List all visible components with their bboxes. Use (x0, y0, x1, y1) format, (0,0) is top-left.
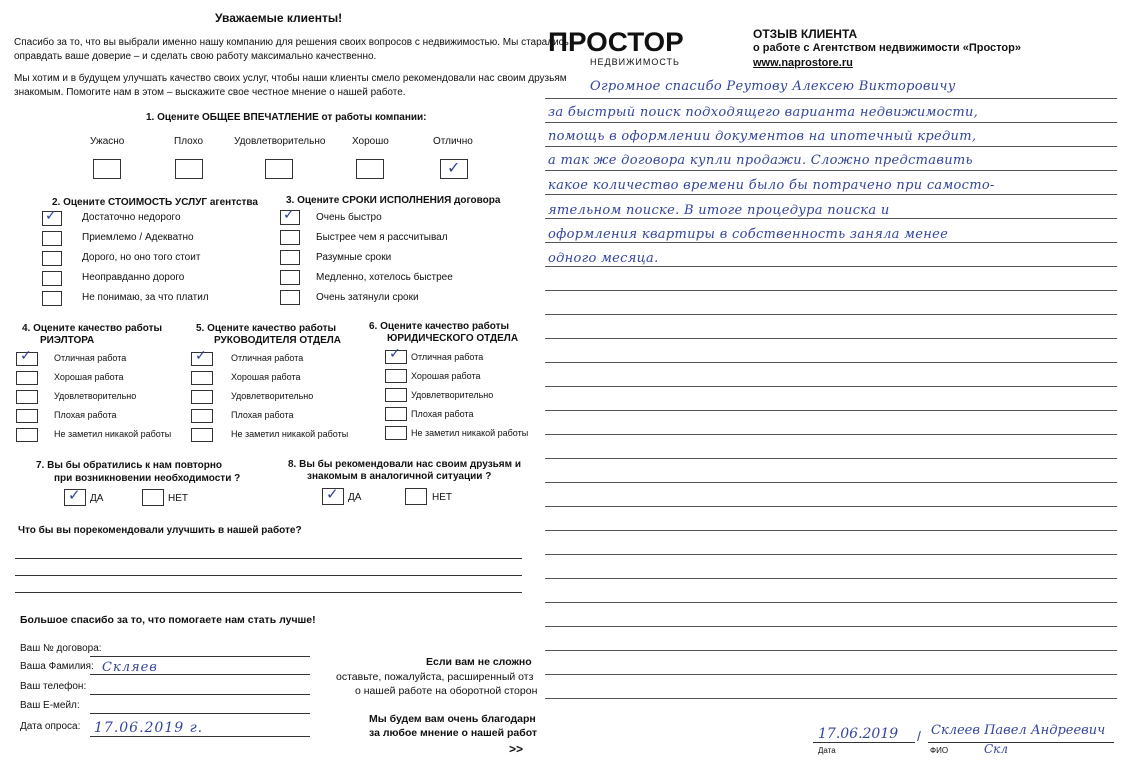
q4-subtitle: РИЭЛТОРА (40, 335, 95, 346)
q4-checkbox[interactable] (16, 390, 38, 404)
q6-option-label: Хорошая работа (411, 371, 481, 381)
q3-checkbox[interactable] (280, 290, 300, 305)
intro-text-1b: оправдать ваше доверие – и сделать свою работу максимально качественно. (14, 51, 377, 62)
q2-checkbox[interactable] (42, 271, 62, 286)
review-fio-value: Склеев Павел Андреевич (931, 723, 1106, 738)
q4-option-label: Плохая работа (54, 410, 117, 420)
q7-no-label: НЕТ (168, 493, 188, 504)
contract-field[interactable] (90, 656, 310, 657)
check-mark-icon: ✓ (389, 346, 401, 362)
q1-checkbox[interactable] (93, 159, 121, 179)
ruled-line (545, 602, 1117, 603)
q4-option-label: Не заметил никакой работы (54, 429, 172, 439)
q5-option-label: Не заметил никакой работы (231, 429, 349, 439)
improve-line[interactable] (15, 592, 522, 593)
date-signature-line[interactable] (813, 742, 915, 743)
q3-option-label: Разумные сроки (316, 252, 392, 263)
q2-checkbox-checked[interactable] (42, 208, 62, 226)
review-fio-label: ФИО (930, 746, 949, 755)
q5-checkbox[interactable] (191, 390, 213, 404)
q3-option-label: Медленно, хотелось быстрее (316, 272, 453, 283)
surname-value: Скляев (102, 660, 158, 675)
q1-checkbox-checked[interactable] (440, 159, 468, 179)
q2-checkbox[interactable] (42, 291, 62, 306)
q5-option-label: Плохая работа (231, 410, 294, 420)
contract-label: Ваш № договора: (20, 643, 102, 654)
email-label: Ваш E-мейл: (20, 700, 80, 711)
q8-no-checkbox[interactable] (405, 488, 427, 505)
check-mark-icon: ✓ (45, 208, 57, 224)
q3-option-label: Очень затянули сроки (316, 292, 419, 303)
ruled-line (545, 698, 1117, 699)
q8-title: 8. Вы бы рекомендовали нас своим друзьям и (288, 459, 521, 470)
surname-label: Ваша Фамилия: (20, 661, 94, 672)
q4-option-label: Отличная работа (54, 353, 127, 363)
q1-checkbox[interactable] (265, 159, 293, 179)
q7-no-checkbox[interactable] (142, 489, 164, 506)
ruled-line (545, 314, 1117, 315)
ruled-line (545, 266, 1117, 267)
q5-option-label: Удовлетворительно (231, 391, 314, 401)
email-field[interactable] (90, 713, 310, 714)
q5-checkbox[interactable] (191, 371, 213, 385)
q6-checkbox[interactable] (385, 369, 407, 383)
q3-checkbox[interactable] (280, 230, 300, 245)
q6-checkbox[interactable] (385, 426, 407, 440)
q6-subtitle: ЮРИДИЧЕСКОГО ОТДЕЛА (387, 333, 519, 344)
q6-option-label: Отличная работа (411, 352, 484, 362)
q2-option-label: Достаточно недорого (82, 212, 181, 223)
q3-option-label: Очень быстро (316, 212, 382, 223)
phone-field[interactable] (90, 694, 310, 695)
note-thanks: Мы будем вам очень благодарн (369, 713, 536, 725)
review-handwritten-line: Огромное спасибо Реутову Алексею Викторовичу (590, 79, 956, 94)
intro-text-2a: Мы хотим и в будущем улучшать качество своих услуг, чтобы наши клиенты смело рекомендовали нас своим друзьям (14, 73, 567, 84)
ruled-line (545, 146, 1117, 147)
review-header-subtitle: о работе с Агентством недвижимости «Простор» (753, 42, 1021, 54)
q6-checkbox[interactable] (385, 388, 407, 402)
improve-question: Что бы вы порекомендовали улучшить в нашей работе? (18, 525, 302, 536)
intro-text-1a: Спасибо за то, что вы выбрали именно нашу компанию для решения своих вопросов с недвижимостью. Мы старались (14, 37, 569, 48)
q7-title: 7. Вы бы обратились к нам повторно (36, 460, 222, 471)
ruled-line (545, 122, 1117, 123)
improve-line[interactable] (15, 558, 522, 559)
q8-yes-checkbox[interactable] (322, 485, 344, 505)
review-handwritten-line: одного месяца. (548, 251, 659, 266)
review-date-label: Дата (818, 746, 836, 755)
q7-subtitle: при возникновении необходимости ? (54, 473, 241, 484)
intro-text-2b: знакомым. Помогите нам в этом – выскажите свое честное мнение о нашей работе. (14, 87, 406, 98)
q3-option-label: Быстрее чем я рассчитывал (316, 232, 448, 243)
q4-title: 4. Оцените качество работы (22, 323, 163, 334)
q7-yes-checkbox[interactable] (64, 486, 86, 506)
q8-yes-label: ДА (348, 492, 362, 503)
q1-option-label: Плохо (174, 136, 204, 147)
check-mark-icon: ✓ (326, 485, 339, 503)
check-mark-icon: ✓ (283, 207, 295, 223)
q5-checkbox[interactable] (191, 409, 213, 423)
q4-checkbox[interactable] (16, 428, 38, 442)
ruled-line (545, 362, 1117, 363)
logo-wordmark: ПРОСТОР (548, 27, 684, 57)
review-header-title: ОТЗЫВ КЛИЕНТА (753, 27, 858, 41)
q1-option-label: Удовлетворительно (234, 136, 326, 147)
form-title: Уважаемые клиенты! (215, 11, 343, 25)
separator-mark: / (917, 728, 921, 744)
q5-checkbox-checked[interactable] (191, 348, 213, 366)
ruled-line (545, 290, 1117, 291)
q5-option-label: Хорошая работа (231, 372, 301, 382)
review-date-value: 17.06.2019 (818, 726, 899, 742)
note-thanks: за любое мнение о нашей работ (369, 727, 538, 739)
ruled-line (545, 530, 1117, 531)
review-handwritten-line: помощь в оформлении документов на ипотечный кредит, (548, 129, 977, 144)
ruled-line (545, 434, 1117, 435)
check-mark-icon: ✓ (68, 486, 81, 504)
q5-title: 5. Оцените качество работы (196, 323, 337, 334)
logo-subtitle: НЕДВИЖИМОСТЬ (590, 57, 680, 67)
ruled-line (545, 554, 1117, 555)
next-page-arrows-icon: >> (509, 742, 524, 756)
note-text: оставьте, пожалуйста, расширенный отз (336, 671, 534, 683)
q4-option-label: Хорошая работа (54, 372, 124, 382)
q3-checkbox-checked[interactable] (280, 207, 300, 225)
date-field[interactable] (90, 736, 310, 737)
q1-title: 1. Оцените ОБЩЕЕ ВПЕЧАТЛЕНИЕ от работы компании: (146, 112, 427, 123)
ruled-line (545, 506, 1117, 507)
q8-subtitle: знакомым в аналогичной ситуации ? (307, 471, 492, 482)
review-handwritten-line: а так же договора купли продажи. Сложно представить (548, 153, 973, 168)
review-handwritten-line: оформления квартиры в собственность заняла менее (548, 227, 949, 242)
q2-option-label: Дорого, но оно того стоит (82, 252, 201, 263)
q6-checkbox[interactable] (385, 407, 407, 421)
q6-option-label: Плохая работа (411, 409, 474, 419)
q7-yes-label: ДА (90, 493, 104, 504)
q5-subtitle: РУКОВОДИТЕЛЯ ОТДЕЛА (214, 335, 342, 346)
website-link[interactable]: www.naprostore.ru (753, 57, 853, 69)
q1-option-label: Отлично (433, 136, 473, 147)
fio-signature-line[interactable] (928, 742, 1114, 743)
q2-checkbox[interactable] (42, 231, 62, 246)
q3-title: 3. Оцените СРОКИ ИСПОЛНЕНИЯ договора (286, 195, 501, 206)
phone-label: Ваш телефон: (20, 681, 87, 692)
q2-title: 2. Оцените СТОИМОСТЬ УСЛУГ агентства (52, 197, 258, 208)
ruled-line (545, 626, 1117, 627)
date-label: Дата опроса: (20, 721, 81, 732)
signature: Скл (984, 742, 1008, 756)
ruled-line (545, 170, 1117, 171)
q6-option-label: Удовлетворительно (411, 390, 494, 400)
q6-option-label: Не заметил никакой работы (411, 428, 529, 438)
ruled-line (545, 458, 1117, 459)
improve-line[interactable] (15, 575, 522, 576)
q4-checkbox[interactable] (16, 371, 38, 385)
q1-option-label: Хорошо (352, 136, 389, 147)
q1-checkbox[interactable] (175, 159, 203, 179)
ruled-line (545, 650, 1117, 651)
ruled-line (545, 218, 1117, 219)
q6-checkbox-checked[interactable] (385, 346, 407, 364)
q4-checkbox[interactable] (16, 409, 38, 423)
q2-option-label: Не понимаю, за что платил (82, 292, 209, 303)
ruled-line (545, 386, 1117, 387)
note-text: о нашей работе на оборотной сторон (355, 685, 538, 697)
q3-checkbox[interactable] (280, 250, 300, 265)
check-mark-icon: ✓ (195, 348, 207, 364)
q5-option-label: Отличная работа (231, 353, 304, 363)
review-handwritten-line: ятельном поиске. В итоге процедура поиска и (548, 203, 890, 218)
q6-title: 6. Оцените качество работы (369, 321, 510, 332)
ruled-line (545, 338, 1117, 339)
ruled-line (545, 674, 1117, 675)
ruled-line (545, 410, 1117, 411)
ruled-line (545, 98, 1117, 99)
q1-checkbox[interactable] (356, 159, 384, 179)
review-handwritten-line: какое количество времени было бы потрачено при самосто- (548, 178, 995, 193)
note-title: Если вам не сложно (426, 656, 532, 668)
ruled-line (545, 194, 1117, 195)
check-mark-icon: ✓ (20, 348, 32, 364)
check-mark-icon: ✓ (447, 158, 461, 177)
q2-option-label: Неоправданно дорого (82, 272, 185, 283)
date-value: 17.06.2019 г. (94, 720, 204, 736)
q4-checkbox-checked[interactable] (16, 348, 38, 366)
q2-option-label: Приемлемо / Адекватно (82, 232, 194, 243)
ruled-line (545, 482, 1117, 483)
q3-checkbox[interactable] (280, 270, 300, 285)
thanks-text: Большое спасибо за то, что помогаете нам стать лучше! (20, 614, 316, 626)
review-handwritten-line: за быстрый поиск подходящего варианта недвижимости, (548, 105, 979, 120)
ruled-line (545, 578, 1117, 579)
q8-no-label: НЕТ (432, 492, 452, 503)
q4-option-label: Удовлетворительно (54, 391, 137, 401)
q1-option-label: Ужасно (90, 136, 125, 147)
q5-checkbox[interactable] (191, 428, 213, 442)
q2-checkbox[interactable] (42, 251, 62, 266)
ruled-line (545, 242, 1117, 243)
